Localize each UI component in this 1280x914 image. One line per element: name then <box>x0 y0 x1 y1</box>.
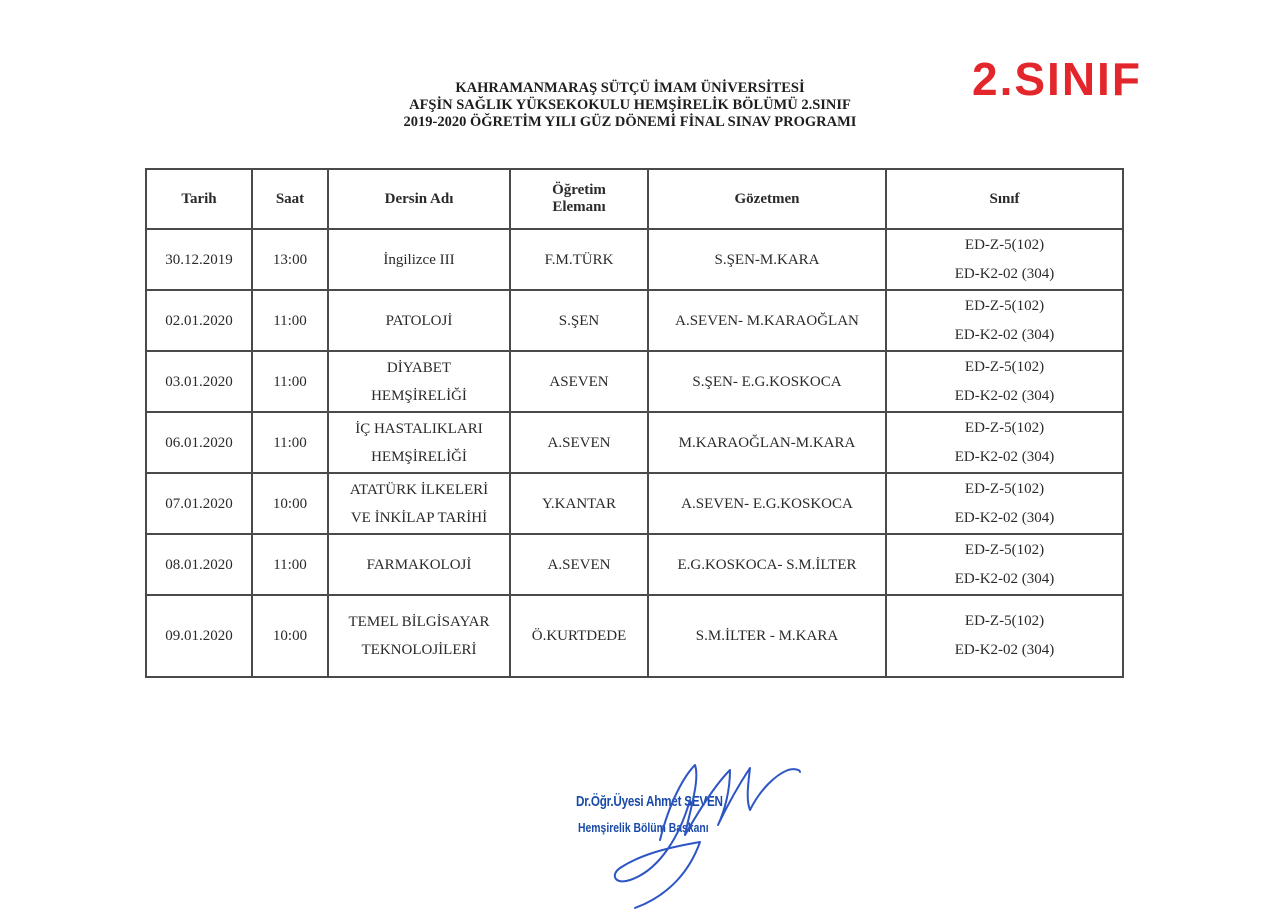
cell-gozetmen: A.SEVEN- M.KARAOĞLAN <box>648 290 886 351</box>
table-row <box>146 534 1123 595</box>
room-1: ED-Z-5(102) <box>964 236 1045 253</box>
table-row <box>146 412 1123 473</box>
header-university: KAHRAMANMARAŞ SÜTÇÜ İMAM ÜNİVERSİTESİ <box>455 80 805 96</box>
cell-saat: 10:00 <box>252 595 328 677</box>
cell-saat: 11:00 <box>252 534 328 595</box>
cell-ogretim: Ö.KURTDEDE <box>510 595 648 677</box>
document-header <box>330 80 930 131</box>
room-1: ED-Z-5(102) <box>964 419 1045 436</box>
table-header-row <box>146 169 1123 229</box>
ders-line1: DİYABET <box>386 359 452 376</box>
room-2: ED-K2-02 (304) <box>954 265 1055 282</box>
cell-gozetmen: M.KARAOĞLAN-M.KARA <box>648 412 886 473</box>
ders-line1: İÇ HASTALIKLARI <box>355 420 483 437</box>
room-1: ED-Z-5(102) <box>964 541 1045 558</box>
cell-gozetmen: S.ŞEN- E.G.KOSKOCA <box>648 351 886 412</box>
room-2: ED-K2-02 (304) <box>954 448 1055 465</box>
column-header-tarih: Tarih <box>146 169 252 229</box>
room-2: ED-K2-02 (304) <box>954 326 1055 343</box>
cell-ders <box>328 473 510 534</box>
cell-sinif <box>886 290 1123 351</box>
cell-ogretim: ASEVEN <box>510 351 648 412</box>
cell-ders <box>328 229 510 290</box>
table-row <box>146 351 1123 412</box>
table-row <box>146 229 1123 290</box>
handwritten-signature <box>590 740 810 910</box>
column-header-gozetmen: Gözetmen <box>648 169 886 229</box>
table-row <box>146 473 1123 534</box>
room-1: ED-Z-5(102) <box>964 613 1045 629</box>
cell-saat: 11:00 <box>252 351 328 412</box>
column-header-dersin-adi: Dersin Adı <box>328 169 510 229</box>
ders-line1: ATATÜRK İLKELERİ <box>349 481 489 498</box>
column-header-ogretim-line1: Öğretim <box>552 182 606 198</box>
cell-sinif <box>886 534 1123 595</box>
header-department: AFŞİN SAĞLIK YÜKSEKOKULU HEMŞİRELİK BÖLÜMÜ 2.SINIF <box>409 97 851 113</box>
table-row <box>146 290 1123 351</box>
room-1: ED-Z-5(102) <box>964 297 1045 314</box>
ders-line2: VE İNKİLAP TARİHİ <box>350 509 488 526</box>
cell-tarih: 30.12.2019 <box>146 229 252 290</box>
signatory-name: Dr.Öğr.Üyesi Ahmet SEVEN <box>576 793 723 810</box>
cell-sinif <box>886 412 1123 473</box>
cell-gozetmen: A.SEVEN- E.G.KOSKOCA <box>648 473 886 534</box>
cell-saat: 13:00 <box>252 229 328 290</box>
cell-ogretim: A.SEVEN <box>510 412 648 473</box>
cell-gozetmen: E.G.KOSKOCA- S.M.İLTER <box>648 534 886 595</box>
table-row <box>146 595 1123 677</box>
cell-gozetmen: S.M.İLTER - M.KARA <box>648 595 886 677</box>
ders-line1: PATOLOJİ <box>385 312 453 329</box>
cell-ogretim: F.M.TÜRK <box>510 229 648 290</box>
cell-saat: 10:00 <box>252 473 328 534</box>
ders-line1: İngilizce III <box>383 251 455 268</box>
cell-saat: 11:00 <box>252 412 328 473</box>
cell-tarih: 02.01.2020 <box>146 290 252 351</box>
class-tag: 2.SINIF <box>972 53 1142 105</box>
cell-tarih: 08.01.2020 <box>146 534 252 595</box>
column-header-ogretim-line2: Elemanı <box>552 199 606 215</box>
cell-sinif <box>886 595 1123 677</box>
exam-schedule-table <box>145 168 1124 678</box>
cell-sinif <box>886 351 1123 412</box>
cell-sinif <box>886 473 1123 534</box>
cell-tarih: 09.01.2020 <box>146 595 252 677</box>
cell-tarih: 07.01.2020 <box>146 473 252 534</box>
room-1: ED-Z-5(102) <box>964 358 1045 375</box>
room-2: ED-K2-02 (304) <box>954 570 1055 587</box>
cell-ders <box>328 412 510 473</box>
room-1: ED-Z-5(102) <box>964 480 1045 497</box>
signatory-role: Hemşirelik Bölüm Başkanı <box>578 820 709 835</box>
room-2: ED-K2-02 (304) <box>954 509 1055 526</box>
cell-ogretim: A.SEVEN <box>510 534 648 595</box>
ders-line1: FARMAKOLOJİ <box>366 556 472 573</box>
cell-ogretim: S.ŞEN <box>510 290 648 351</box>
ders-line2: HEMŞİRELİĞİ <box>371 448 467 465</box>
cell-gozetmen: S.ŞEN-M.KARA <box>648 229 886 290</box>
ders-line1: TEMEL BİLGİSAYAR <box>348 614 490 630</box>
cell-ders <box>328 290 510 351</box>
column-header-ogretim-elemani <box>510 169 648 229</box>
cell-tarih: 06.01.2020 <box>146 412 252 473</box>
column-header-saat: Saat <box>252 169 328 229</box>
cell-tarih: 03.01.2020 <box>146 351 252 412</box>
ders-line2: TEKNOLOJİLERİ <box>361 642 477 658</box>
ders-line2: HEMŞİRELİĞİ <box>371 387 467 404</box>
cell-saat: 11:00 <box>252 290 328 351</box>
header-program-title: 2019-2020 ÖĞRETİM YILI GÜZ DÖNEMİ FİNAL SINAV PROGRAMI <box>403 114 857 130</box>
cell-ders <box>328 595 510 677</box>
cell-ders <box>328 534 510 595</box>
column-header-sinif: Sınıf <box>886 169 1123 229</box>
cell-ogretim: Y.KANTAR <box>510 473 648 534</box>
cell-ders <box>328 351 510 412</box>
room-2: ED-K2-02 (304) <box>954 387 1055 404</box>
room-2: ED-K2-02 (304) <box>954 642 1055 658</box>
cell-sinif <box>886 229 1123 290</box>
